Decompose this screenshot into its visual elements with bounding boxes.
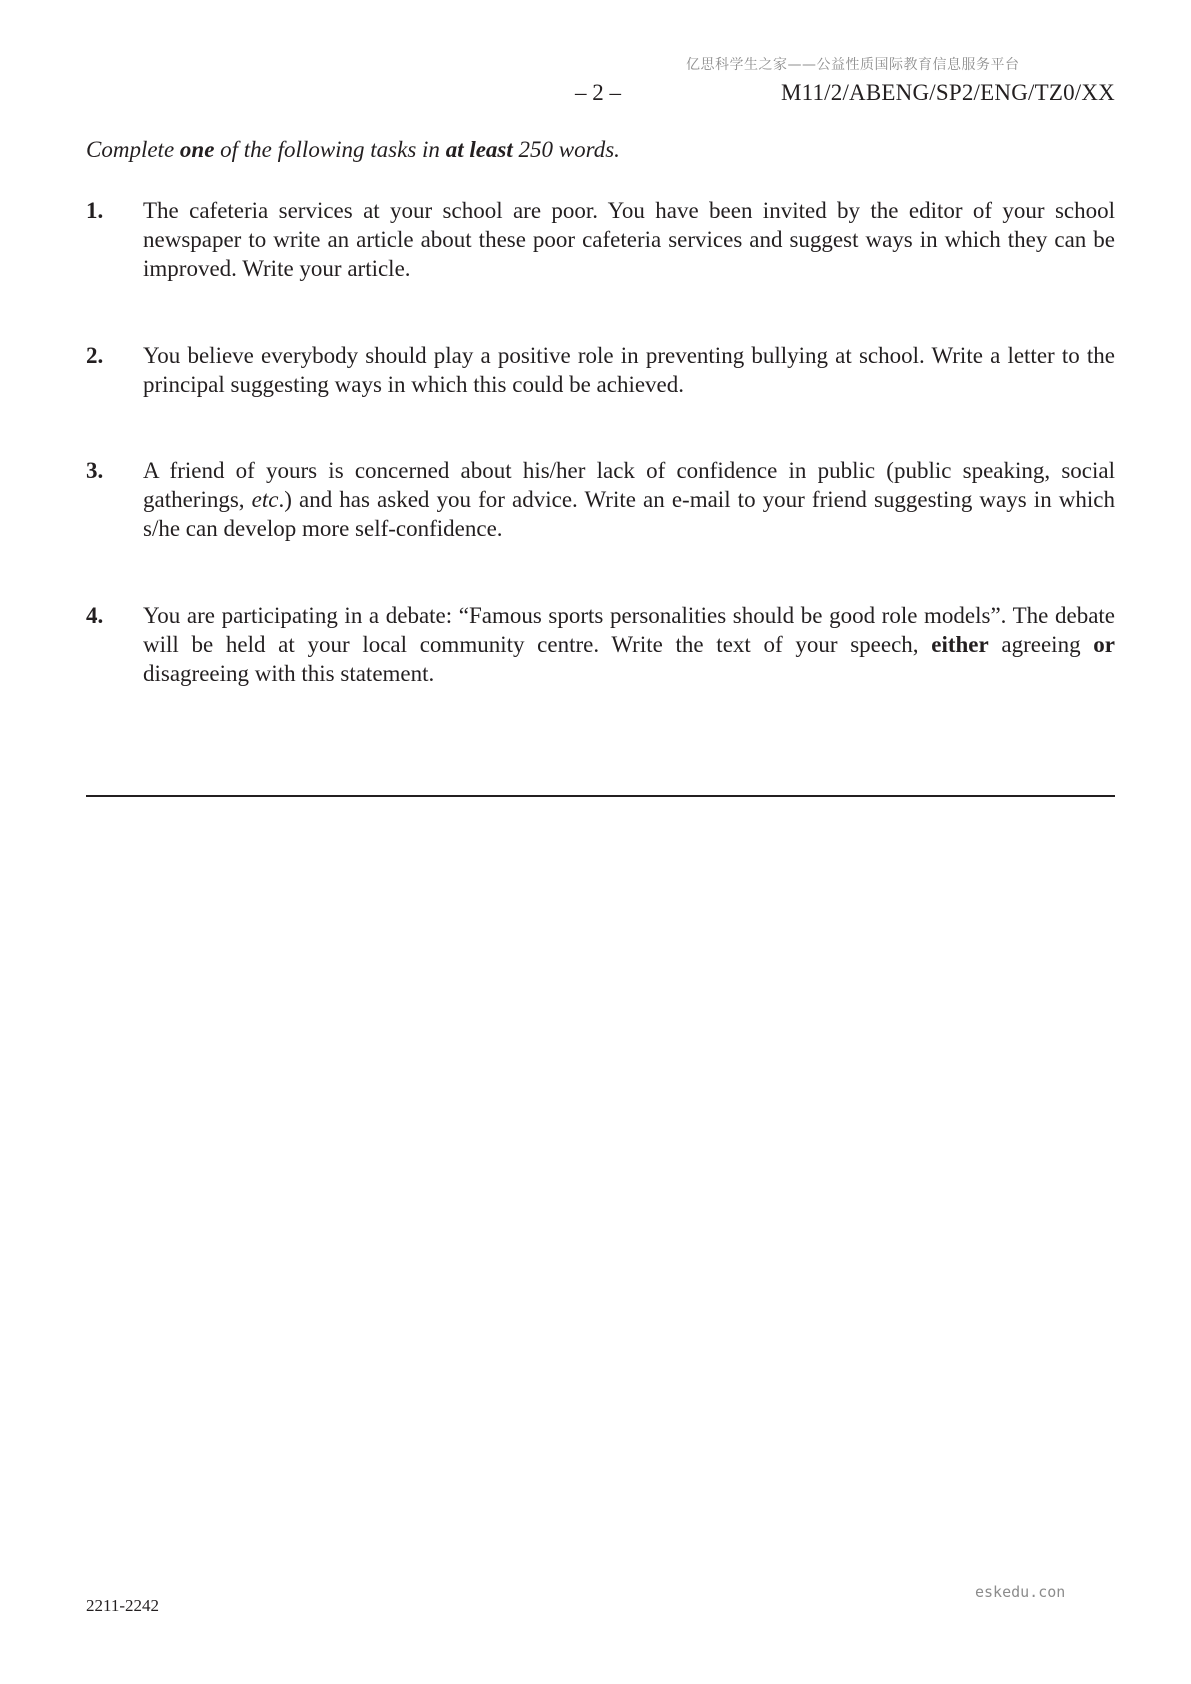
document-id: 2211-2242 — [86, 1596, 160, 1615]
question-text-pre: A friend of yours is concerned about his/her lack of confidence in public (public speaking, social gatherings, — [143, 458, 1115, 512]
instructions — [86, 137, 620, 163]
instructions-pre: Complete — [86, 137, 180, 162]
question-text-or: or — [1093, 632, 1115, 657]
question-2 — [86, 341, 1115, 399]
question-text — [143, 601, 1115, 688]
question-text-etc: etc — [251, 487, 279, 512]
question-text — [143, 456, 1115, 543]
question-text-mid: agreeing — [988, 632, 1094, 657]
question-4 — [86, 601, 1115, 688]
footer-watermark: eskedu.con — [975, 1583, 1066, 1601]
instructions-mid: of the following tasks in — [214, 137, 446, 162]
question-number: 3. — [86, 458, 104, 483]
question-text-pre: You are participating in a debate: “Famous sports personalities should be good role models”. The debate will be held at your local community centre. Write the text of your speech, — [143, 603, 1115, 657]
question-number: 4. — [86, 603, 104, 628]
question-text: The cafeteria services at your school are poor. You have been invited by the editor of your school newspaper to write an article about these poor cafeteria services and suggest ways in which they can be improved. Write your article. — [143, 198, 1115, 281]
instructions-post: 250 words. — [512, 137, 620, 162]
question-number: 1. — [86, 198, 104, 223]
paper-code: M11/2/ABENG/SP2/ENG/TZ0/XX — [780, 80, 1115, 105]
instructions-at-least: at least — [445, 137, 513, 162]
question-text-either: either — [931, 632, 989, 657]
question-1 — [86, 196, 1115, 283]
question-text: You believe everybody should play a positive role in preventing bullying at school. Write a letter to the principal suggesting ways in which this could be achieved. — [143, 343, 1115, 397]
question-number: 2. — [86, 343, 104, 368]
question-text-post: .) and has asked you for advice. Write an e-mail to your friend suggesting ways in which s/he can develop more self-confidence. — [143, 487, 1116, 541]
question-3 — [86, 456, 1115, 543]
header-watermark: 亿思科学生之家——公益性质国际教育信息服务平台 — [686, 57, 1020, 73]
question-text-post: disagreeing with this statement. — [143, 661, 435, 686]
instructions-one: one — [179, 137, 215, 162]
page-number: – 2 – — [575, 80, 621, 105]
divider-rule — [86, 795, 1115, 797]
